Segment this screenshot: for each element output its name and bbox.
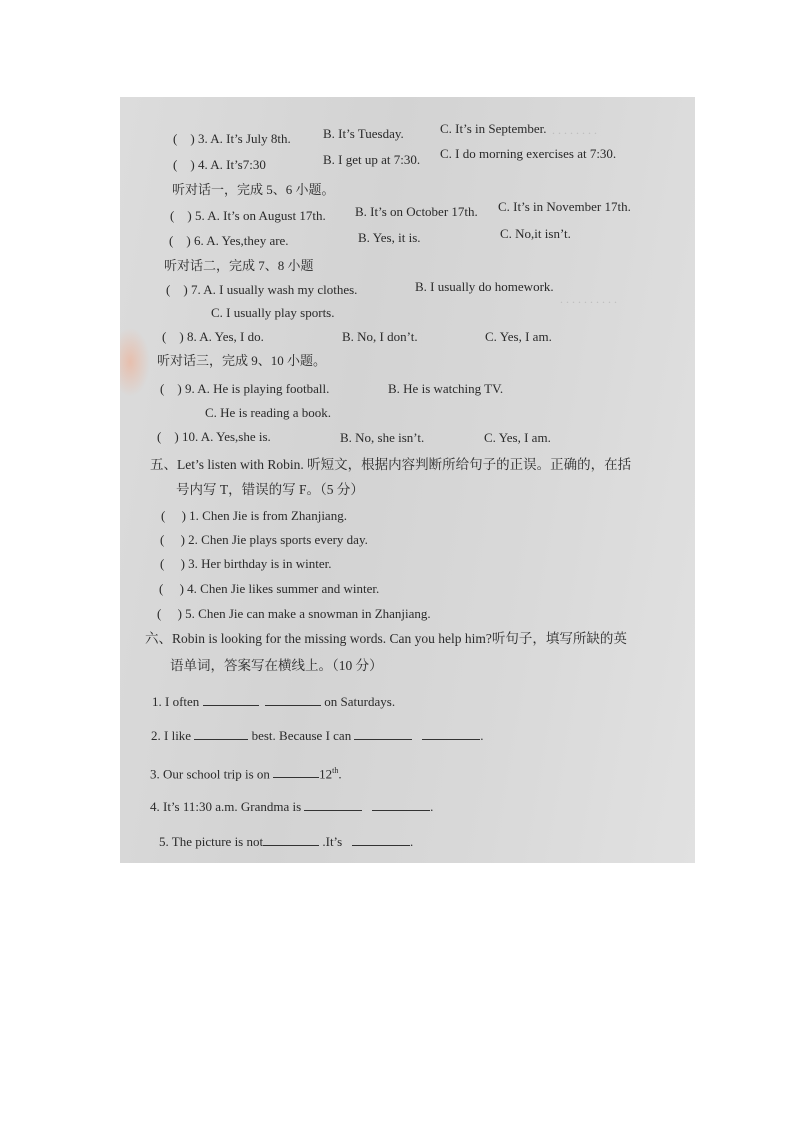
paper-shadow [120, 327, 150, 397]
option-b: B. It’s Tuesday. [323, 126, 404, 141]
option-b: B. I usually do homework. [415, 279, 554, 294]
blank-field[interactable] [273, 765, 319, 778]
dialog-1-heading: 听对话一，完成 5、6 小题。 [172, 182, 335, 197]
option-c: C. He is reading a book. [205, 405, 332, 420]
part6-title: 六、Robin is looking for the missing words. Can you help him?听句子，填写所缺的英 [145, 631, 627, 646]
question-3: ( ) 3. A. It’s July 8th. [173, 131, 291, 146]
option-c: C. It’s in September. [440, 121, 547, 136]
part5-title: 五、Let’s listen with Robin. 听短文，根据内容判断所给句子的正误。正确的，在括 [150, 457, 632, 472]
option-c: C. Yes, I am. [485, 329, 552, 344]
bleed-through-text: . . . . . . . . [552, 123, 597, 137]
tf-item: ( ) 4. Chen Jie likes summer and winter. [159, 581, 380, 596]
tf-item: ( ) 5. Chen Jie can make a snowman in Zhanjiang. [157, 606, 431, 621]
question-5: ( ) 5. A. It’s on August 17th. [170, 208, 326, 223]
option-c: C. I do morning exercises at 7:30. [440, 146, 617, 161]
blank-field[interactable] [422, 727, 480, 740]
answer-paren: ( [173, 131, 178, 146]
question-6: ( ) 6. A. Yes,they are. [169, 233, 289, 248]
question-8: ( ) 8. A. Yes, I do. [162, 329, 264, 344]
option-b: B. Yes, it is. [358, 230, 421, 245]
question-9: ( ) 9. A. He is playing football. [160, 381, 330, 396]
option-c: C. It’s in November 17th. [498, 199, 631, 214]
tf-item: ( ) 3. Her birthday is in winter. [160, 556, 332, 571]
bleed-through-text: . . . . . . . . . . [560, 292, 617, 306]
tf-item: ( ) 1. Chen Jie is from Zhanjiang. [161, 508, 347, 523]
option-b: B. I get up at 7:30. [323, 152, 421, 167]
option-c: C. I usually play sports. [211, 305, 335, 320]
option-c: C. Yes, I am. [484, 430, 551, 445]
option-b: B. No, she isn’t. [340, 430, 425, 445]
blank-field[interactable] [265, 693, 321, 706]
fill-sentence-4: 4. It’s 11:30 a.m. Grandma is . [150, 799, 434, 814]
fill-sentence-5: 5. The picture is not .It’s . [159, 834, 414, 849]
fill-sentence-1: 1. I often on Saturdays. [152, 694, 396, 709]
question-4: ( ) 4. A. It’s7:30 [173, 157, 266, 172]
question-7: ( ) 7. A. I usually wash my clothes. [166, 282, 358, 297]
fill-sentence-3: 3. Our school trip is on 12th. [150, 766, 342, 782]
dialog-2-heading: 听对话二，完成 7、8 小题 [164, 258, 314, 273]
blank-field[interactable] [352, 833, 410, 846]
blank-field[interactable] [194, 727, 248, 740]
option-b: B. It’s on October 17th. [355, 204, 478, 219]
tf-item: ( ) 2. Chen Jie plays sports every day. [160, 532, 368, 547]
blank-field[interactable] [304, 798, 362, 811]
option-b: B. He is watching TV. [388, 381, 504, 396]
option-c: C. No,it isn’t. [500, 226, 571, 241]
part6-title-cont: 语单词，答案写在横线上。（10 分） [170, 658, 383, 673]
blank-field[interactable] [372, 798, 430, 811]
fill-sentence-2: 2. I like best. Because I can . [151, 728, 484, 743]
part5-title-cont: 号内写 T，错误的写 F。（5 分） [176, 482, 364, 497]
blank-field[interactable] [354, 727, 412, 740]
blank-field[interactable] [203, 693, 259, 706]
blank-field[interactable] [263, 833, 319, 846]
question-10: ( ) 10. A. Yes,she is. [157, 429, 271, 444]
option-b: B. No, I don’t. [342, 329, 418, 344]
dialog-3-heading: 听对话三，完成 9、10 小题。 [157, 353, 327, 368]
